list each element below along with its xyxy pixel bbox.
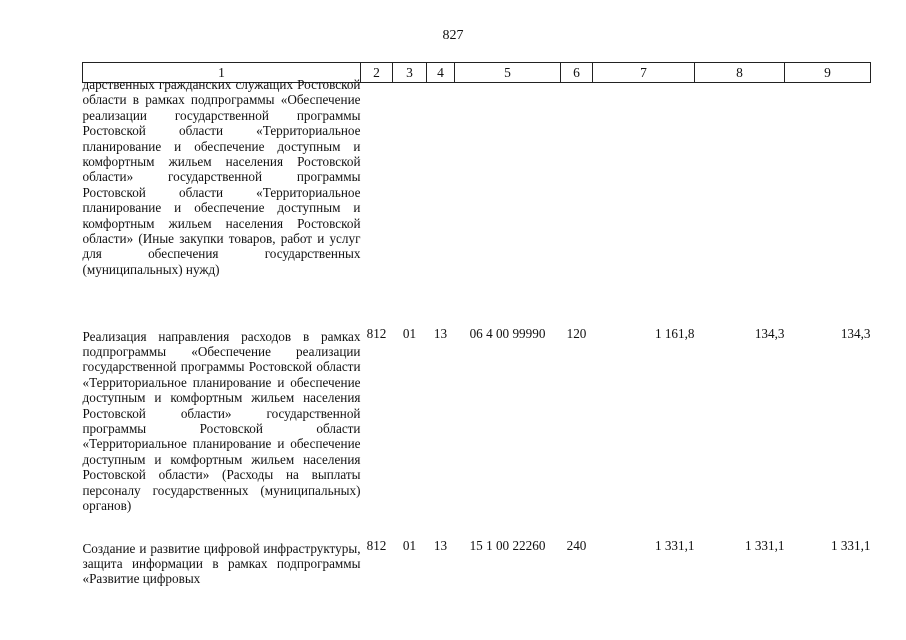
cell-section: 01 [402, 325, 417, 341]
table-row [83, 326, 871, 538]
cell-target-article [455, 83, 561, 326]
cell-target-article: 15 1 00 22260 [469, 537, 546, 553]
cell-expense-type: 120 [566, 325, 587, 341]
budget-table [82, 62, 871, 598]
cell-section [393, 83, 427, 326]
cell-amount-col7 [593, 83, 695, 326]
cell-subsection: 13 [433, 325, 448, 341]
cell-amount-col7: 1 331,1 [654, 537, 695, 553]
cell-amount-col9: 1 331,1 [830, 537, 871, 553]
cell-expense-type: 240 [566, 537, 587, 553]
cell-amount-col7: 1 161,8 [654, 325, 695, 341]
cell-amount-col9 [785, 83, 871, 326]
column-header: 8 [695, 63, 785, 83]
cell-expense-type [561, 83, 593, 326]
column-header: 2 [361, 63, 393, 83]
column-header: 4 [427, 63, 455, 83]
column-header: 3 [393, 63, 427, 83]
cell-amount-col8: 1 331,1 [744, 537, 785, 553]
cell-subsection: 13 [433, 537, 448, 553]
cell-amount-col9: 134,3 [840, 325, 871, 341]
column-header: 9 [785, 63, 871, 83]
cell-ministry [361, 83, 393, 326]
cell-ministry: 812 [366, 537, 387, 553]
row-description [83, 538, 361, 598]
row-description-text: Создание и развитие цифровой инфраструктуры, защита информации в рамках подпрограммы «Развитие цифровых [82, 540, 361, 587]
cell-section: 01 [402, 537, 417, 553]
table-row [83, 83, 871, 326]
row-description-text: дарственных гражданских служащих Ростовской области в рамках подпрограммы «Обеспечение реализации государственной программы Ростовской области «Территориальное планирование и обеспечение доступным и комфортным жильем населения Ростовской области» государственной программы Ростовской области «Территориальное планирование и обеспечение доступным и комфортным жильем населения Ростовской области» (Иные закупки товаров, работ и услуг для обеспечения государственных (муниципальных) нужд) [82, 77, 361, 277]
cell-ministry: 812 [366, 325, 387, 341]
row-description-text: Реализация направления расходов в рамках подпрограммы «Обеспечение реализации государственной программы Ростовской области «Территориальное планирование и обеспечение доступным и комфортным жильем населения Ростовской области» государственной программы Ростовской области «Территориальное планирование и обеспечение доступным и комфортным жильем населения Ростовской области» (Расходы на выплаты персоналу государственных (муниципальных) органов) [82, 328, 361, 513]
cell-amount-col8: 134,3 [754, 325, 785, 341]
row-description [83, 326, 361, 538]
cell-subsection [427, 83, 455, 326]
cell-amount-col8 [695, 83, 785, 326]
row-description [82, 77, 361, 326]
cell-target-article: 06 4 00 99990 [469, 325, 546, 341]
column-header: 5 [455, 63, 561, 83]
column-header: 7 [593, 63, 695, 83]
column-header: 6 [561, 63, 593, 83]
table-row [83, 538, 871, 598]
column-header: 1 [83, 63, 361, 83]
page-number: 827 [442, 28, 464, 43]
